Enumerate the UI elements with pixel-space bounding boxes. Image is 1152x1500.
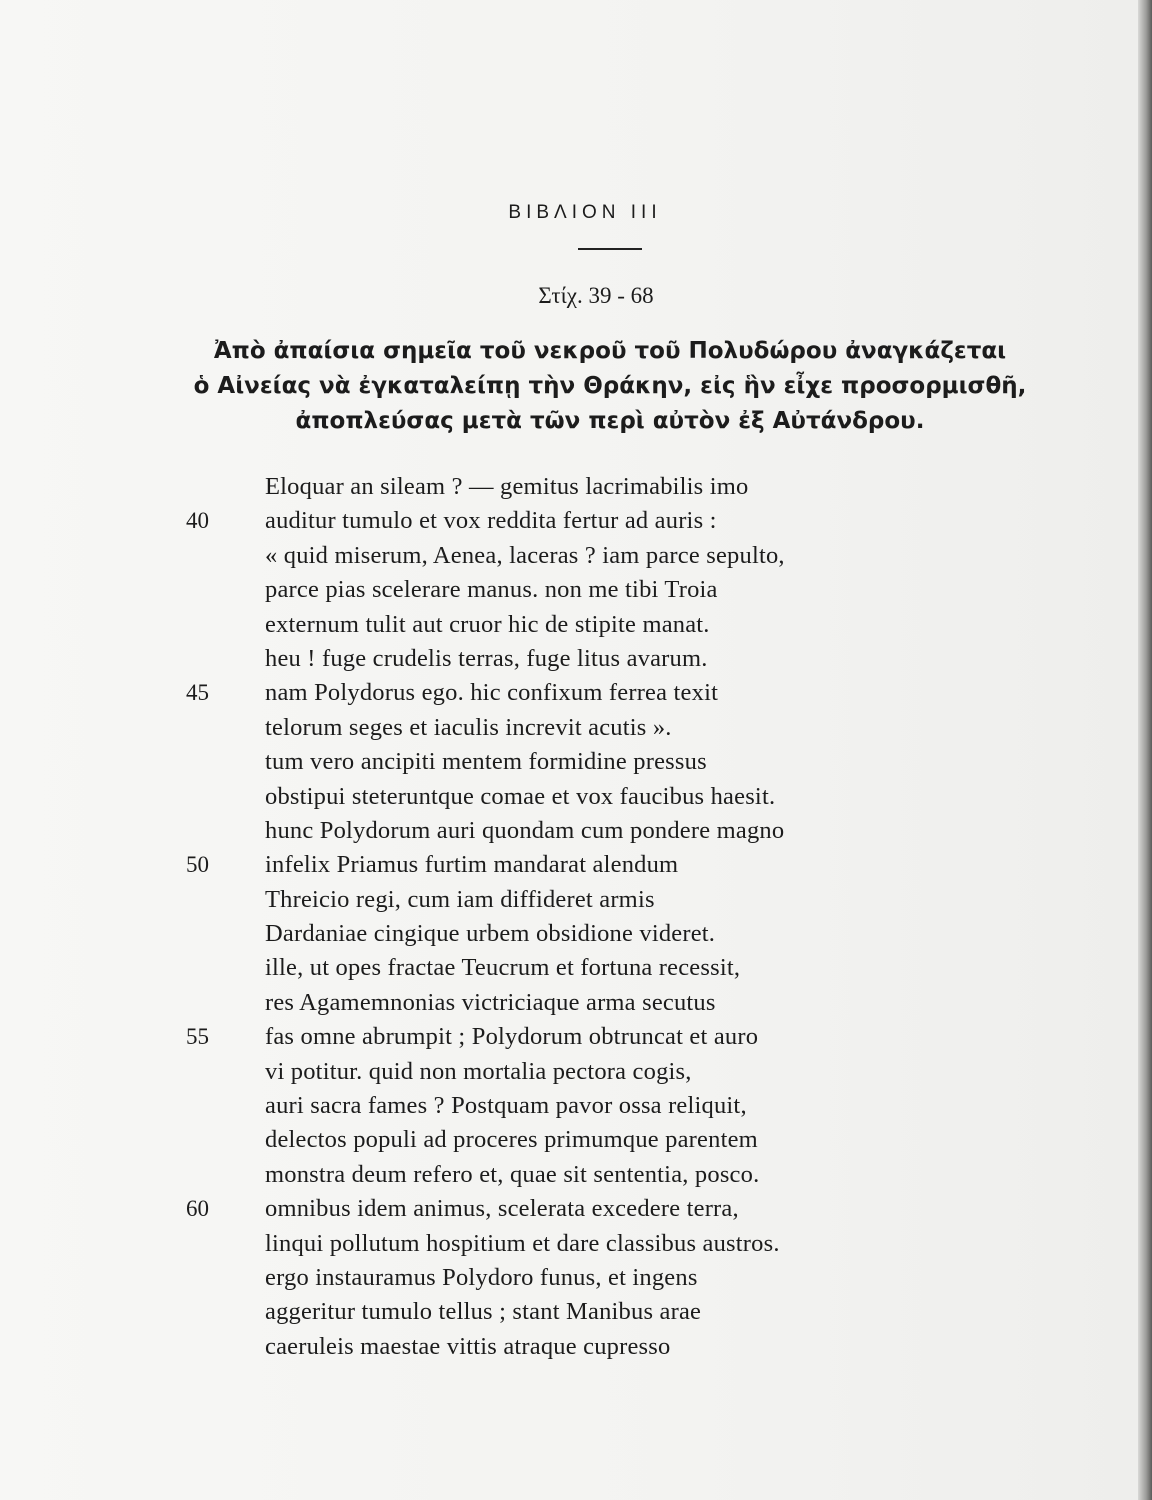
verse-text: omnibus idem animus, scelerata excedere terra, xyxy=(265,1195,739,1223)
verse-line xyxy=(180,470,1040,504)
chapter-summary xyxy=(170,334,1050,439)
verse-block xyxy=(180,470,1040,1364)
verse-line xyxy=(180,917,1040,951)
verse-text: monstra deum refero et, quae sit sententia, posco. xyxy=(265,1160,760,1188)
verse-line xyxy=(180,745,1040,779)
verse-text: obstipui steteruntque comae et vox faucibus haesit. xyxy=(265,782,776,810)
verse-line xyxy=(180,1192,1040,1226)
verse-line xyxy=(180,608,1040,642)
title-divider xyxy=(578,248,642,250)
verse-text: vi potitur. quid non mortalia pectora cogis, xyxy=(265,1057,692,1085)
verse-text: Dardaniae cingique urbem obsidione videret. xyxy=(265,920,716,948)
verse-text: ille, ut opes fractae Teucrum et fortuna recessit, xyxy=(265,954,741,982)
verse-text: heu ! fuge crudelis terras, fuge litus avarum. xyxy=(265,644,708,672)
verse-text: auri sacra fames ? Postquam pavor ossa reliquit, xyxy=(265,1092,747,1120)
verse-text: aggeritur tumulo tellus ; stant Manibus arae xyxy=(265,1298,702,1326)
verse-text: caeruleis maestae vittis atraque cupresso xyxy=(265,1332,671,1360)
verse-line xyxy=(180,676,1040,710)
verse-line xyxy=(180,1295,1040,1329)
verse-text: infelix Priamus furtim mandarat alendum xyxy=(265,851,679,879)
summary-line: ὁ Αἰνείας νὰ ἐγκαταλείπῃ τὴν Θράκην, εἰς ἣν εἶχε προσορμισθῆ, xyxy=(193,373,1027,399)
verse-text: « quid miserum, Aenea, laceras ? iam parce sepulto, xyxy=(265,541,785,569)
verse-text: auditur tumulo et vox reddita fertur ad auris : xyxy=(265,507,717,535)
verse-text: hunc Polydorum auri quondam cum pondere magno xyxy=(265,816,785,844)
line-number: 45 xyxy=(186,680,209,706)
verse-text: nam Polydorus ego. hic confixum ferrea texit xyxy=(265,679,719,707)
line-number: 55 xyxy=(186,1024,209,1050)
verse-line xyxy=(180,1089,1040,1123)
verse-line xyxy=(180,1227,1040,1261)
verse-line xyxy=(180,814,1040,848)
verse-line xyxy=(180,780,1040,814)
verse-line xyxy=(180,539,1040,573)
verse-text: res Agamemnonias victriciaque arma secutus xyxy=(265,988,716,1016)
book-title: ΒΙΒΛΙΟΝ III xyxy=(508,202,662,223)
verse-range: Στίχ. 39 - 68 xyxy=(538,283,654,308)
line-number: 60 xyxy=(186,1196,209,1222)
verse-line xyxy=(180,1123,1040,1157)
verse-text: tum vero ancipiti mentem formidine pressus xyxy=(265,748,707,776)
verse-text: ergo instauramus Polydoro funus, et ingens xyxy=(265,1263,698,1291)
verse-line xyxy=(180,986,1040,1020)
verse-line xyxy=(180,848,1040,882)
verse-line xyxy=(180,642,1040,676)
summary-line: ἀποπλεύσας μετὰ τῶν περὶ αὐτὸν ἐξ Αὐτάνδρου. xyxy=(295,408,925,434)
verse-text: Eloquar an sileam ? — gemitus lacrimabilis imo xyxy=(265,473,749,500)
verse-line xyxy=(180,1330,1040,1364)
verse-text: Threicio regi, cum iam diffideret armis xyxy=(265,885,655,913)
verse-line xyxy=(180,1055,1040,1089)
verse-line xyxy=(180,711,1040,745)
verse-line xyxy=(180,951,1040,985)
verse-text: externum tulit aut cruor hic de stipite manat. xyxy=(265,610,710,638)
verse-text: parce pias scelerare manus. non me tibi Troia xyxy=(265,576,718,604)
line-number: 40 xyxy=(186,508,209,534)
line-number: 50 xyxy=(186,852,209,878)
verse-line xyxy=(180,504,1040,538)
verse-line xyxy=(180,1158,1040,1192)
verse-text: linqui pollutum hospitium et dare classibus austros. xyxy=(265,1229,780,1257)
page-edge-shadow xyxy=(1138,0,1152,1500)
verse-line xyxy=(180,883,1040,917)
summary-line: Ἀπὸ ἀπαίσια σημεῖα τοῦ νεκροῦ τοῦ Πολυδώρου ἀναγκάζεται xyxy=(213,338,1007,364)
verse-text: fas omne abrumpit ; Polydorum obtruncat et auro xyxy=(265,1023,759,1051)
verse-text: delectos populi ad proceres primumque parentem xyxy=(265,1126,758,1154)
verse-line xyxy=(180,1020,1040,1054)
verse-text: telorum seges et iaculis increvit acutis ». xyxy=(265,713,672,741)
verse-line xyxy=(180,573,1040,607)
verse-line xyxy=(180,1261,1040,1295)
